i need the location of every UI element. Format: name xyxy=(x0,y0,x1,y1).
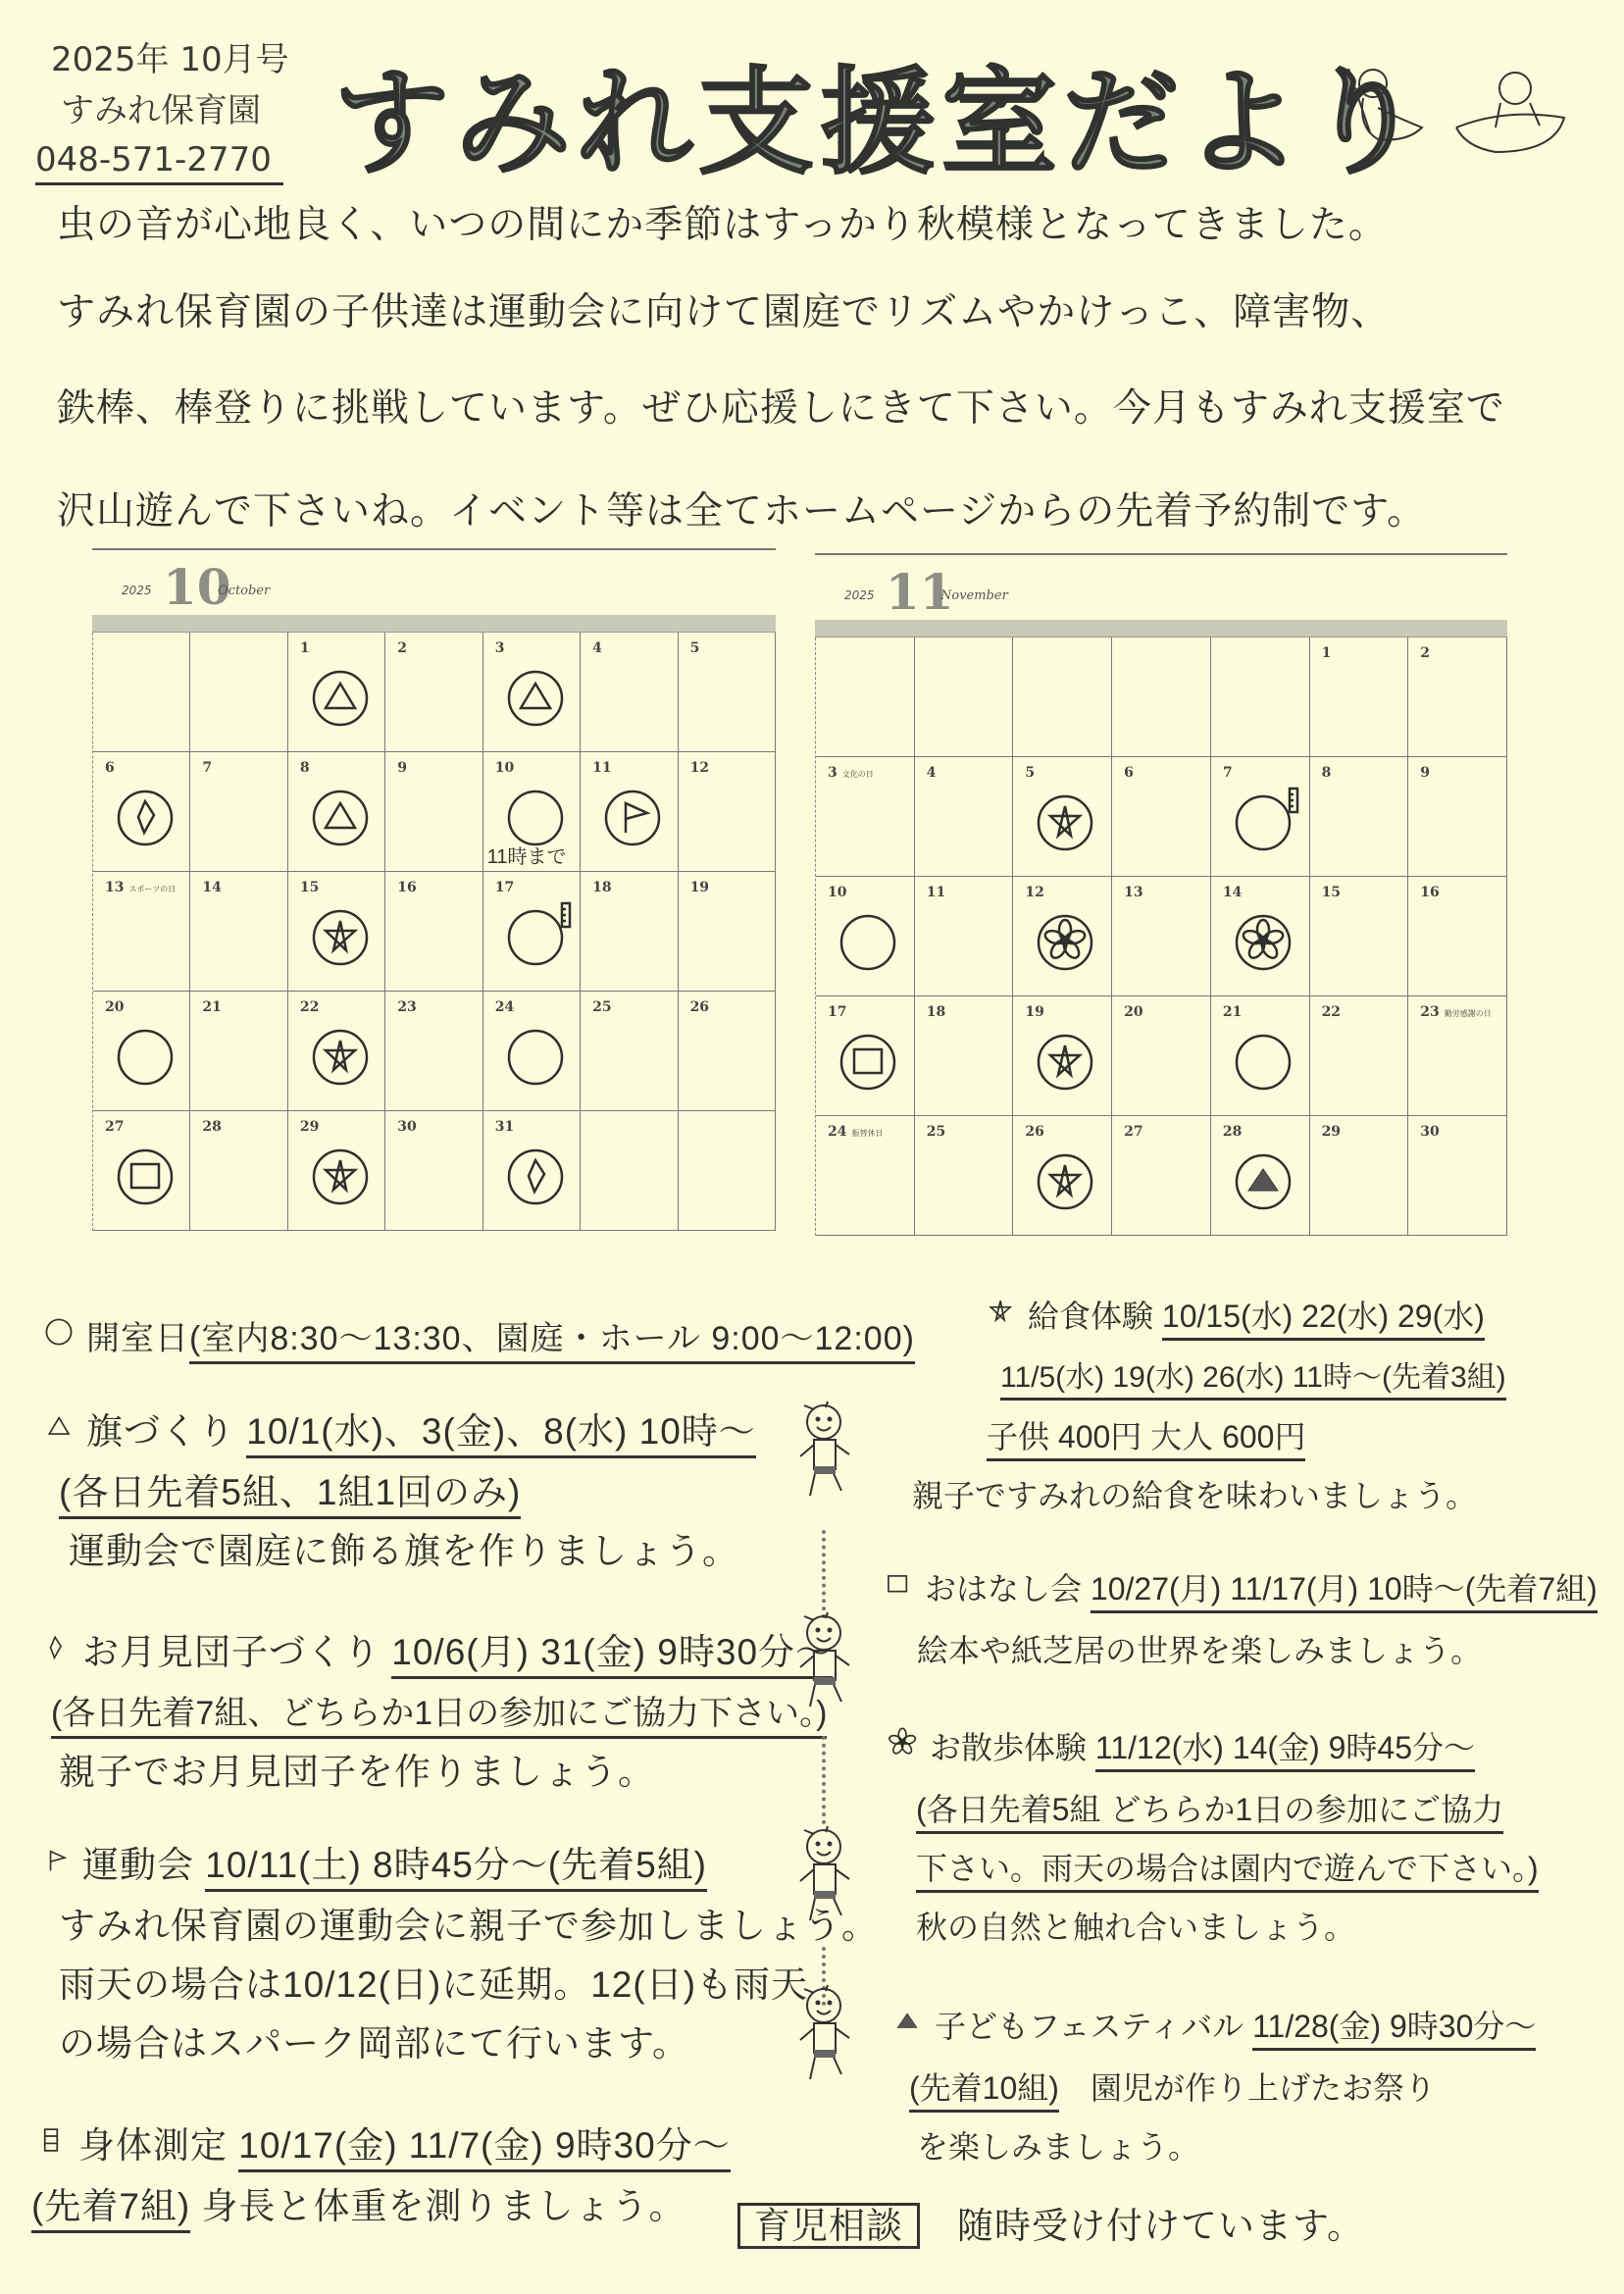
day-number: 8 xyxy=(299,760,310,776)
day-number: 12 xyxy=(689,760,710,776)
day-number: 17 xyxy=(828,1004,847,1020)
day-number: 27 xyxy=(105,1119,125,1135)
day-number: 10 xyxy=(494,760,515,776)
calendar-day-cell xyxy=(288,633,385,752)
calendar-day-cell xyxy=(679,872,776,992)
circle-marker-icon xyxy=(501,1021,576,1096)
calendar-day-cell xyxy=(385,872,482,992)
calendar-day-cell xyxy=(1310,1116,1409,1236)
intro-line: すみれ保育園の子供達は運動会に向けて園庭でリズムやかけっこ、障害物、 xyxy=(57,291,1391,333)
calendar-day-cell xyxy=(1310,996,1409,1116)
event-description: 身長と体重を測りましょう。 xyxy=(201,2186,686,2227)
dotted-divider xyxy=(822,1530,826,1618)
calendar-day-cell xyxy=(483,992,581,1111)
event-kids-festival xyxy=(888,1997,1536,2176)
day-number: 15 xyxy=(299,880,320,895)
square-icon xyxy=(878,1562,917,1621)
calendar-day-cell xyxy=(581,1111,678,1231)
day-number: 23 勤労感謝の日 xyxy=(1420,1004,1492,1020)
calendar-day-cell xyxy=(1408,757,1507,877)
calendar-day-cell xyxy=(288,992,385,1111)
calendar-day-cell xyxy=(1112,757,1211,877)
filled-triangle-marker-icon xyxy=(1229,1146,1303,1220)
day-number: 29 xyxy=(299,1119,320,1135)
calendar-day-cell xyxy=(1211,637,1310,757)
star-marker-icon xyxy=(1031,1026,1105,1100)
calendar-day-cell xyxy=(385,992,482,1111)
calendar-header xyxy=(815,555,1507,620)
calendar-day-cell xyxy=(816,996,915,1116)
event-lunch-experience xyxy=(912,1287,1506,1525)
calendar-day-cell xyxy=(190,633,287,752)
ruler-icon xyxy=(31,2118,71,2177)
day-number: 14 xyxy=(1222,885,1243,900)
day-number: 9 xyxy=(397,760,408,776)
calendar-day-cell xyxy=(581,992,678,1111)
day-number: 31 xyxy=(494,1119,515,1135)
page-title: すみれ支援室だより xyxy=(333,55,1429,190)
weekday-bar xyxy=(815,620,1507,637)
day-number: 2 xyxy=(1420,645,1431,661)
calendar-day-cell xyxy=(1013,637,1112,757)
calendar-day-cell xyxy=(915,637,1014,757)
calendar-day-cell xyxy=(1310,637,1409,757)
event-description: 秋の自然と触れ合いましょう。 xyxy=(916,1909,1356,1945)
day-number: 3 文化の日 xyxy=(828,765,874,781)
ruler-marker-icon xyxy=(1229,787,1303,861)
filled-triangle-icon xyxy=(888,2000,927,2059)
day-number: 27 xyxy=(1124,1124,1143,1140)
calendar-day-cell xyxy=(385,752,482,872)
calendar-day-cell xyxy=(93,752,190,872)
day-number: 20 xyxy=(105,999,125,1015)
event-note: (各日先着5組 どちらか1日の参加にご協力 xyxy=(916,1792,1503,1834)
event-body-measurement xyxy=(31,2116,731,2236)
day-number: 5 xyxy=(1025,765,1036,781)
calendar-day-cell xyxy=(93,992,190,1111)
circle-marker-icon xyxy=(1229,1026,1303,1100)
event-label: 身体測定 xyxy=(78,2125,228,2166)
children-on-leaf-illustration xyxy=(1319,59,1594,167)
day-number: 9 xyxy=(1420,765,1431,781)
day-number: 24 xyxy=(494,999,515,1015)
calendar-day-cell xyxy=(679,1111,776,1231)
day-number: 18 xyxy=(592,880,612,895)
day-number: 4 xyxy=(926,765,937,781)
star-marker-icon xyxy=(306,1021,381,1096)
event-detail: 11/12(水) 14(金) 9時45分〜 xyxy=(1095,1730,1475,1772)
star-marker-icon xyxy=(1031,1146,1105,1220)
day-number: 18 xyxy=(926,1004,946,1020)
holiday-label: 勤労感謝の日 xyxy=(1444,1009,1492,1018)
day-number: 8 xyxy=(1321,765,1332,781)
calendar-day-cell xyxy=(93,1111,190,1231)
day-number: 21 xyxy=(202,999,222,1015)
day-number: 10 xyxy=(828,885,847,900)
ruler-marker-icon xyxy=(501,901,576,976)
weekday-bar xyxy=(92,615,776,633)
calendar-day-cell xyxy=(1112,877,1211,996)
day-number: 13 スポーツの日 xyxy=(105,880,177,895)
event-description: 親子でお月見団子を作りましょう。 xyxy=(59,1752,655,1793)
org-name: すみれ保育園 xyxy=(61,91,261,130)
triangle-marker-icon xyxy=(306,662,381,737)
day-number: 7 xyxy=(202,760,213,776)
calendar-day-cell xyxy=(1013,757,1112,877)
event-description: 親子ですみれの給食を味わいましょう。 xyxy=(912,1477,1478,1513)
calendar-day-cell xyxy=(1013,996,1112,1116)
event-label: 開室日 xyxy=(86,1320,189,1357)
calendar-day-cell xyxy=(915,1116,1014,1236)
event-description: の場合はスパーク岡部にて行います。 xyxy=(59,2023,690,2065)
calendar-day-cell xyxy=(1211,996,1310,1116)
running-child-illustration xyxy=(785,1981,863,2099)
event-price: 子供 400円 大人 600円 xyxy=(987,1419,1305,1461)
triangle-icon xyxy=(39,1404,78,1463)
calendar-day-cell xyxy=(1013,877,1112,996)
calendar-month-name: November xyxy=(940,588,1008,603)
calendar-day-cell xyxy=(1112,1116,1211,1236)
day-number: 6 xyxy=(105,760,115,776)
calendar-day-cell xyxy=(915,996,1014,1116)
calendar-day-cell xyxy=(1408,637,1507,757)
calendar-day-cell xyxy=(915,877,1014,996)
event-dango-making xyxy=(35,1623,833,1802)
triangle-marker-icon xyxy=(306,782,381,856)
event-description: を楽しみましょう。 xyxy=(917,2128,1200,2165)
day-number: 25 xyxy=(592,999,612,1015)
day-number: 30 xyxy=(397,1119,417,1135)
event-detail: 11/5(水) 19(水) 26(水) 11時〜(先着3組) xyxy=(1000,1361,1506,1401)
star-marker-icon xyxy=(306,901,381,976)
calendar-year: 2025 xyxy=(844,588,875,602)
calendar-day-cell xyxy=(483,633,581,752)
event-label: 旗づくり xyxy=(86,1411,235,1452)
day-number: 1 xyxy=(299,640,310,656)
flower-marker-icon xyxy=(1031,906,1105,981)
day-number: 28 xyxy=(1222,1124,1243,1140)
dotted-divider xyxy=(822,1736,826,1824)
calendar-day-cell xyxy=(679,752,776,872)
event-label: 運動会 xyxy=(82,1845,194,1885)
running-child-illustration xyxy=(785,1608,863,1726)
calendar-day-cell xyxy=(483,1111,581,1231)
event-label: 子どもフェスティバル xyxy=(935,2009,1244,2044)
event-detail: 10/1(水)、3(金)、8(水) 10時〜 xyxy=(246,1411,756,1458)
day-number: 11 xyxy=(592,760,612,776)
event-description: 雨天の場合は10/12(日)に延期。12(日)も雨天 xyxy=(59,1964,809,2006)
event-detail: 10/27(月) 11/17(月) 10時〜(先着7組) xyxy=(1091,1571,1598,1613)
calendar-header xyxy=(92,550,776,615)
calendar-day-cell xyxy=(581,633,678,752)
calendar-october xyxy=(92,548,776,1231)
calendar-day-cell xyxy=(190,1111,287,1231)
calendar-day-cell xyxy=(288,1111,385,1231)
day-number: 19 xyxy=(689,880,710,895)
calendar-day-cell xyxy=(93,872,190,992)
day-number: 26 xyxy=(1025,1124,1044,1140)
day-number: 11 xyxy=(926,885,946,900)
event-note: 下さい。雨天の場合は園内で遊んで下さい。) xyxy=(916,1851,1539,1893)
day-number: 26 xyxy=(689,999,710,1015)
calendar-day-cell xyxy=(1310,877,1409,996)
star-marker-icon xyxy=(1031,787,1105,861)
event-flag-making xyxy=(39,1402,756,1581)
square-marker-icon xyxy=(834,1026,908,1100)
event-description: 園児が作り上げたお祭り xyxy=(1090,2069,1436,2106)
running-child-illustration xyxy=(785,1822,863,1940)
day-note: 11時まで xyxy=(486,846,567,868)
issue-label: 2025年 10月号 xyxy=(51,40,289,79)
event-detail: 10/11(土) 8時45分〜(先着5組) xyxy=(205,1845,707,1892)
holiday-label: スポーツの日 xyxy=(128,885,177,893)
day-number: 14 xyxy=(202,880,222,895)
event-label: おはなし会 xyxy=(925,1571,1083,1606)
day-number: 28 xyxy=(202,1119,222,1135)
consultation-label: 育児相談 xyxy=(737,2203,920,2249)
calendar-day-cell xyxy=(385,633,482,752)
day-number: 24 振替休日 xyxy=(828,1124,884,1140)
holiday-label: 文化の日 xyxy=(841,770,874,779)
event-label: お月見団子づくり xyxy=(82,1632,381,1672)
flower-icon xyxy=(883,1721,922,1780)
star-marker-icon xyxy=(306,1141,381,1215)
day-number: 16 xyxy=(1420,885,1440,900)
consultation-detail: 随時受け付けています。 xyxy=(957,2206,1365,2246)
day-number: 17 xyxy=(494,880,515,895)
day-number: 19 xyxy=(1025,1004,1044,1020)
day-number: 12 xyxy=(1025,885,1044,900)
event-open-day xyxy=(39,1309,915,1370)
flower-marker-icon xyxy=(1229,906,1303,981)
calendar-day-cell xyxy=(1112,996,1211,1116)
calendar-day-cell xyxy=(385,1111,482,1231)
day-number: 1 xyxy=(1321,645,1332,661)
day-number: 25 xyxy=(926,1124,946,1140)
flag-icon xyxy=(35,1838,75,1897)
childcare-consultation xyxy=(737,2197,1364,2256)
day-number: 22 xyxy=(1321,1004,1342,1020)
event-note: (各日先着7組、どちらか1日の参加にご協力下さい。) xyxy=(51,1695,827,1739)
calendar-month-name: October xyxy=(218,584,271,598)
event-detail: (室内8:30〜13:30、園庭・ホール 9:00〜12:00) xyxy=(189,1320,915,1364)
calendar-day-cell xyxy=(1112,637,1211,757)
day-number: 6 xyxy=(1124,765,1134,781)
calendar-day-cell xyxy=(190,872,287,992)
calendar-day-cell xyxy=(288,872,385,992)
calendar-day-cell xyxy=(816,637,915,757)
diamond-icon xyxy=(35,1625,75,1684)
diamond-marker-icon xyxy=(501,1141,576,1215)
calendar-day-cell xyxy=(1310,757,1409,877)
calendar-grid xyxy=(92,633,776,1231)
phone-number: 048-571-2770 xyxy=(35,137,283,185)
intro-line: 沢山遊んで下さいね。イベント等は全てホームページからの先着予約制です。 xyxy=(57,490,1427,533)
event-note: (各日先着5組、1組1回のみ) xyxy=(59,1472,521,1519)
calendar-day-cell xyxy=(190,752,287,872)
calendar-day-cell xyxy=(816,1116,915,1236)
day-number: 5 xyxy=(689,640,700,656)
event-note: (先着7組) xyxy=(31,2186,190,2233)
day-number: 21 xyxy=(1222,1004,1243,1020)
event-detail: 10/6(月) 31(金) 9時30分〜 xyxy=(391,1632,833,1679)
running-child-illustration xyxy=(785,1398,863,1515)
circle-icon xyxy=(39,1311,78,1370)
calendar-day-cell xyxy=(1408,1116,1507,1236)
calendar-day-cell xyxy=(679,992,776,1111)
calendar-day-cell xyxy=(581,752,678,872)
day-number: 30 xyxy=(1420,1124,1440,1140)
calendar-november xyxy=(815,553,1507,1236)
calendar-day-cell xyxy=(483,752,581,872)
event-note: (先着10組) xyxy=(909,2070,1059,2113)
diamond-marker-icon xyxy=(111,782,185,856)
calendar-day-cell xyxy=(816,877,915,996)
day-number: 16 xyxy=(397,880,417,895)
holiday-label: 振替休日 xyxy=(851,1129,884,1138)
event-description: すみれ保育園の運動会に親子で参加しましょう。 xyxy=(59,1906,879,1947)
flag-marker-icon xyxy=(598,782,673,856)
day-number: 20 xyxy=(1124,1004,1143,1020)
calendar-year: 2025 xyxy=(122,584,152,597)
day-number: 3 xyxy=(494,640,505,656)
event-description: 運動会で園庭に飾る旗を作りましょう。 xyxy=(69,1531,739,1572)
star-icon xyxy=(981,1290,1020,1349)
calendar-day-cell xyxy=(679,633,776,752)
calendar-day-cell xyxy=(1211,1116,1310,1236)
calendar-day-cell xyxy=(1211,877,1310,996)
day-number: 13 xyxy=(1124,885,1143,900)
event-label: 給食体験 xyxy=(1028,1299,1154,1334)
event-walk-experience xyxy=(883,1718,1539,1957)
day-number: 29 xyxy=(1321,1124,1342,1140)
circle-marker-icon xyxy=(834,906,908,981)
day-number: 4 xyxy=(592,640,602,656)
intro-line: 鉄棒、棒登りに挑戦しています。ぜひ応援しにきて下さい。今月もすみれ支援室で xyxy=(57,387,1505,430)
calendar-day-cell xyxy=(1408,996,1507,1116)
event-detail: 10/15(水) 22(水) 29(水) xyxy=(1162,1299,1485,1341)
calendar-day-cell xyxy=(915,757,1014,877)
circle-marker-icon xyxy=(111,1021,185,1096)
event-sports-day xyxy=(35,1836,879,2073)
event-detail: 11/28(金) 9時30分〜 xyxy=(1252,2009,1536,2051)
intro-line: 虫の音が心地良く、いつの間にか季節はすっかり秋模様となってきました。 xyxy=(57,204,1388,246)
day-number: 7 xyxy=(1222,765,1233,781)
event-description: 絵本や紙芝居の世界を楽しみましょう。 xyxy=(917,1632,1483,1668)
calendar-day-cell xyxy=(190,992,287,1111)
day-number: 2 xyxy=(397,640,408,656)
calendar-month-number: 10 xyxy=(163,558,231,616)
calendar-day-cell xyxy=(581,872,678,992)
calendar-day-cell xyxy=(288,752,385,872)
calendar-month-number: 11 xyxy=(886,563,954,621)
event-story-time xyxy=(878,1559,1598,1680)
calendar-day-cell xyxy=(1211,757,1310,877)
square-marker-icon xyxy=(111,1141,185,1215)
event-label: お散歩体験 xyxy=(930,1730,1088,1765)
event-detail: 10/17(金) 11/7(金) 9時30分〜 xyxy=(238,2125,730,2172)
calendar-grid xyxy=(815,637,1507,1236)
calendar-day-cell xyxy=(93,633,190,752)
calendar-day-cell xyxy=(483,872,581,992)
day-number: 22 xyxy=(299,999,320,1015)
calendar-day-cell xyxy=(1013,1116,1112,1236)
day-number: 15 xyxy=(1321,885,1342,900)
calendar-day-cell xyxy=(816,757,915,877)
day-number: 23 xyxy=(397,999,417,1015)
calendar-day-cell xyxy=(1408,877,1507,996)
triangle-marker-icon xyxy=(501,662,576,737)
